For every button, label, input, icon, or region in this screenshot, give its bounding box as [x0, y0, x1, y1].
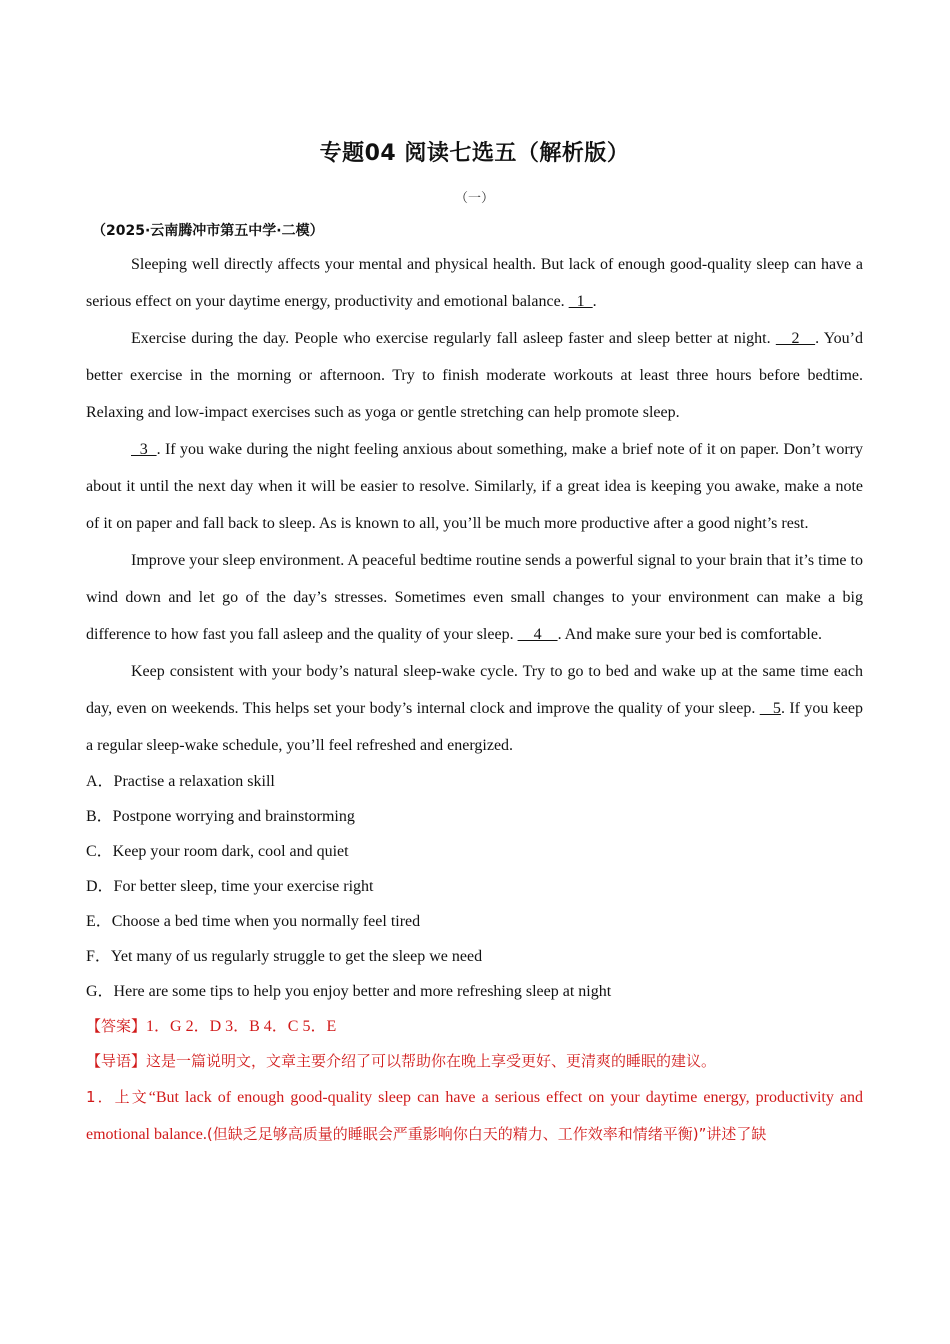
option-f: F．Yet many of us regularly struggle to get the sleep we need	[86, 948, 483, 965]
blank-3[interactable]: 3	[131, 441, 157, 458]
section-number: （一）	[454, 190, 494, 205]
options-list	[86, 764, 863, 1009]
paragraph-text-after: . If you wake during the night feeling anxious about something, make a brief note of it on paper. Don’t worry about it until the next day when it will be easier to resolve. Similarly, if a great idea is keeping you awake, make a note of it on paper and fall back to sleep. As is known to all, you’ll be much more productive after a good night’s rest.	[86, 441, 863, 532]
passage-paragraph-4	[86, 542, 863, 653]
paragraph-text: Exercise during the day. People who exercise regularly fall asleep faster and sleep better at night.	[131, 330, 771, 347]
blank-2[interactable]: 2	[775, 330, 816, 347]
option-a: A．Practise a relaxation skill	[86, 773, 275, 790]
passage-paragraph-5	[86, 653, 863, 764]
option-c: C．Keep your room dark, cool and quiet	[86, 843, 349, 860]
option-e: E．Choose a bed time when you normally feel tired	[86, 913, 421, 930]
paragraph-text-after: . If you keep a regular sleep-wake schedule, you’ll feel refreshed and energized.	[86, 700, 864, 754]
answer-line	[86, 1009, 863, 1044]
analysis-translation: (但缺乏足够高质量的睡眠会严重影响你白天的精力、工作效率和情绪平衡)	[206, 1125, 699, 1143]
paragraph-text-after: .	[592, 293, 597, 310]
answer-text: 1．G 2．D 3．B 4．C 5．E	[146, 1018, 337, 1035]
passage-paragraph-3	[86, 431, 863, 542]
analysis-prefix: 1．上文	[86, 1088, 149, 1106]
paragraph-text-after: . And make sure your bed is comfortable.	[557, 626, 822, 643]
blank-1[interactable]: 1	[568, 293, 593, 310]
paragraph-text: Improve your sleep environment. A peaceful bedtime routine sends a powerful signal to your brain that it’s time to wind down and let go of the day’s stresses. Sometimes even small changes to your environment can make a big difference to how fast you fall asleep and the quality of your sleep.	[86, 552, 863, 643]
blank-4[interactable]: 4	[517, 626, 558, 643]
guide-line	[86, 1044, 863, 1079]
guide-text: 这是一篇说明文，文章主要介绍了可以帮助你在晚上享受更好、更清爽的睡眠的建议。	[146, 1052, 717, 1070]
paragraph-text: Keep consistent with your body’s natural sleep-wake cycle. Try to go to bed and wake up at the same time each day, even on weekends. This helps set your body’s internal clock and improve the quality of your sleep.	[86, 663, 863, 717]
analysis-1	[86, 1079, 863, 1153]
passage-paragraph-2	[86, 320, 863, 431]
paragraph-text-after: . You’d better exercise in the morning or afternoon. Try to finish moderate workouts at least three hours before bedtime. Relaxing and low-impact exercises such as yoga or gentle stretching can help promote sleep.	[86, 330, 864, 421]
source-note: （2025·云南腾冲市第五中学·二模）	[92, 223, 324, 239]
page-title: 专题04 阅读七选五（解析版）	[319, 141, 630, 166]
paragraph-text: Sleeping well directly affects your mental and physical health. But lack of enough good-quality sleep can have a serious effect on your daytime energy, productivity and emotional balance.	[86, 256, 863, 310]
blank-5[interactable]: 5	[759, 700, 781, 717]
guide-label: 【导语】	[86, 1052, 147, 1070]
document-page	[86, 130, 863, 1153]
option-g: G．Here are some tips to help you enjoy better and more refreshing sleep at night	[86, 983, 612, 1000]
answer-label: 【答案】	[86, 1017, 147, 1035]
passage-paragraph-1	[86, 246, 863, 320]
option-d: D．For better sleep, time your exercise right	[86, 878, 374, 895]
option-b: B．Postpone worrying and brainstorming	[86, 808, 355, 825]
analysis-tail: ”讲述了缺	[698, 1125, 767, 1143]
analysis-quote: “But lack of enough good-quality sleep can have a serious effect on your daytime energy, productivity and emotional balance.	[86, 1089, 863, 1143]
